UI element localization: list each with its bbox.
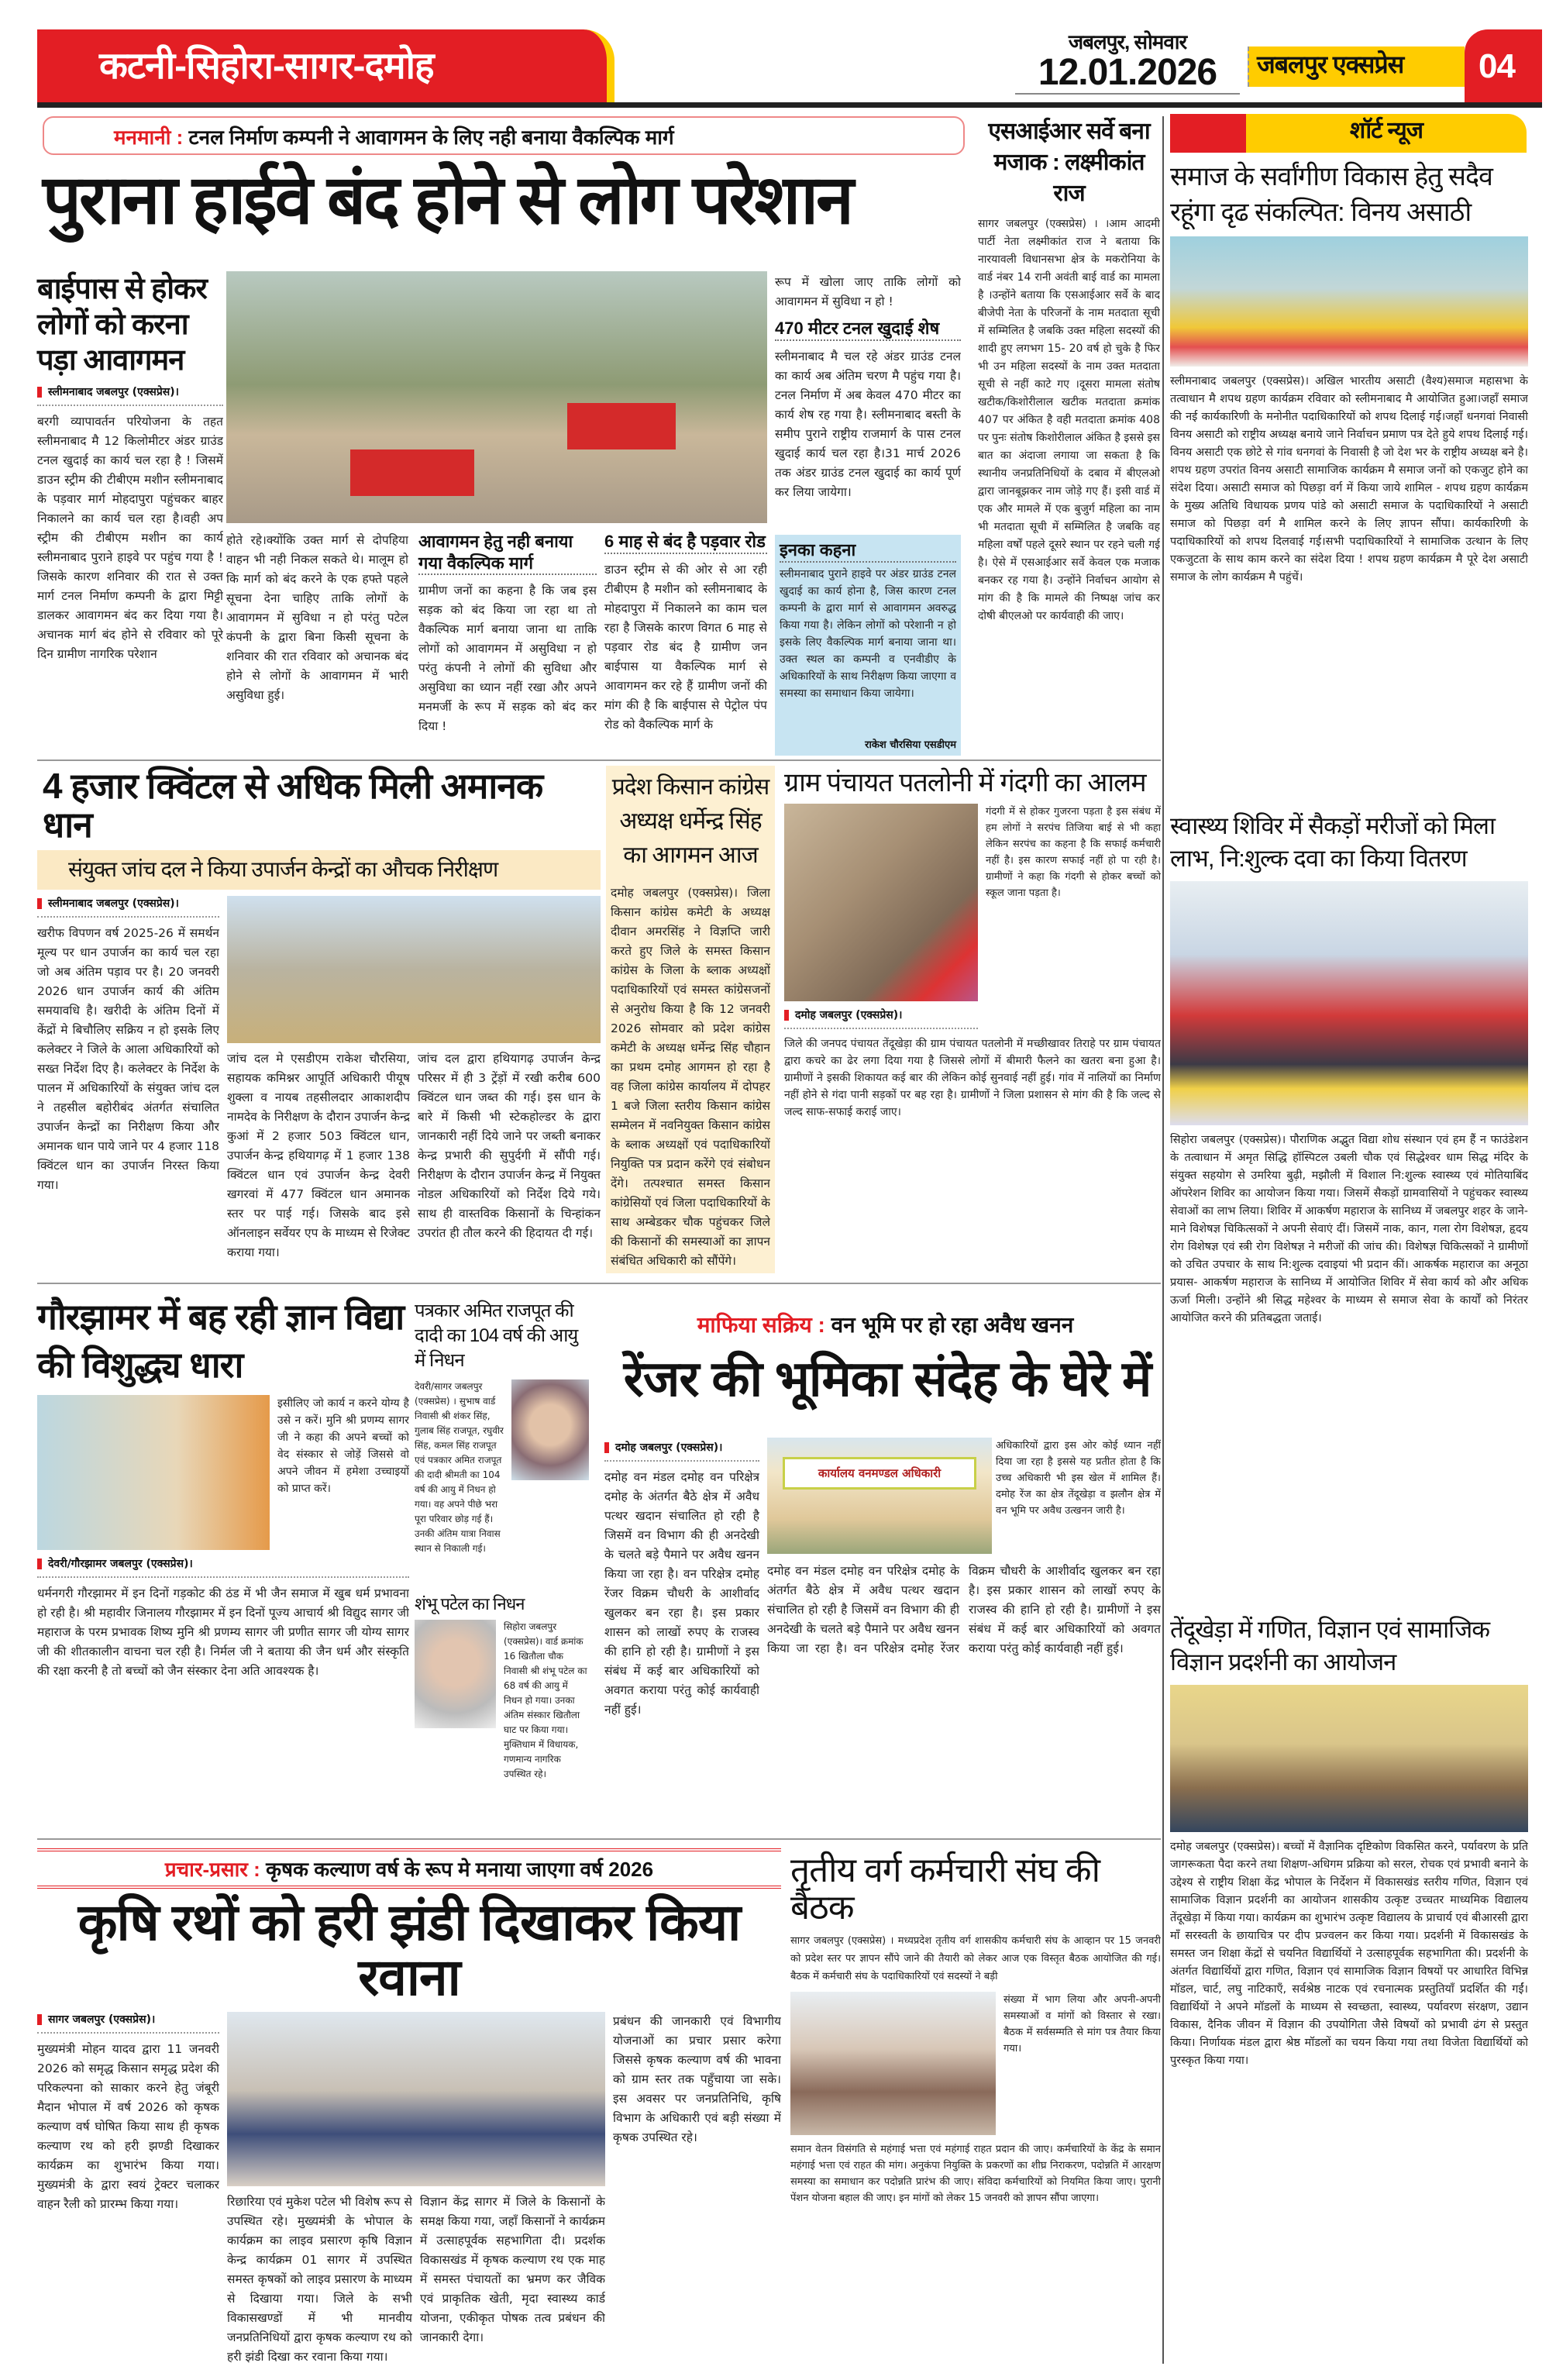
page-number-text: 04: [1479, 47, 1515, 85]
paddy-block: [37, 767, 601, 1273]
ranger-left: [604, 1440, 759, 1831]
gaurjhamar-dateline: देवरी/गौरझामर जबलपुर (एक्सप्रेस)।: [37, 1556, 409, 1578]
obit-body: [415, 1379, 589, 1590]
sir-block: [978, 116, 1160, 759]
divider: [37, 1283, 1161, 1284]
exhibition-headline: तेंदूखेड़ा में गणित, विज्ञान एवं सामाजिक विज्ञान प्रदर्शनी का आयोजन: [1170, 1616, 1490, 1676]
asati-text: स्लीमनाबाद जबलपुर (एक्सप्रेस)। अखिल भारतीय असाटी (वैश्य)समाज महासभा के तत्वाधान मै शपथ ग्रहण कार्यक्रम रविवार को स्लीमनाबाद मै आयोजित हुआ।जहाँ समाज की नई कार्यकारिणी के मनोनीत पदाधिकारियों को शपथ दिलाई गई।जहाँ धनगवां निवासी विनय असाटी को राष्ट्रीय अध्यक्ष बनाये जाने निर्वाचन प्रमाण पत्र देते हुये शपथ दिलाई गई। विनय असाटी एक छोटे से गांव धनगवां के निवासी है जो देश भर के राष्ट्रीय अध्यक्ष बने है। शपथ ग्रहण उपरांत विनय असाटी सामाजिक कार्यक्रम मै समाज जनों को एकजुट होने का संदेश दिया। असाटी समाज को पिछड़ा वर्ग में किया जाये शामिल - शपथ ग्रहण कार्यक्रम के मुख्य अतिथि विधायक प्रणय पांडे को असाटी समाज के पदाधिकारियों ने असाटी समाज को पिछड़ा वर्ग मै शामिल करने के लिए ज्ञापन सौंपा। कार्यकारिणी के पदाधिकारियों को शपथ दिलवाई गई।सभी पदाधिकारियों ने सामाजिक उत्थान के लिए एकजुटता के साथ काम करने का संदेश दिया ! शपथ ग्रहण कार्यक्रम मै पूरे देश असाटी समाज के लोग कार्यक्रम मै पहुंचें।: [1170, 375, 1528, 584]
ranger-photo-office: [767, 1438, 992, 1554]
krishi-photo: [227, 2012, 605, 2186]
obit-photo-shambhu: [415, 1620, 496, 1728]
gaurjhamar-block: [37, 1293, 409, 1831]
exhibition-block: [1170, 1614, 1528, 2371]
masthead-rule: [37, 102, 1542, 108]
patloni-photo: [784, 804, 978, 1001]
lead-sub4: 470 मीटर टनल खुदाई शेष: [775, 318, 961, 341]
health-headline: स्वास्थ्य शिविर में सैकड़ों मरीजों को मिला लाभ, नि:शुल्क दवा का किया वितरण: [1170, 812, 1496, 872]
sangh-photo: [790, 1992, 996, 2135]
ranger-kicker-text: वन भूमि पर हो रहा अवैध खनन: [831, 1313, 1074, 1337]
krishi-col3: विज्ञान केंद्र सागर में जिले के किसानों के समक्ष किया गया, जहाँ किसानों ने कार्यक्रम में उत्साहपूर्वक सहभागिता दी। प्रदर्शक विकासखंड में कृषक कल्याण रथ एक माह में समस्त पंचायतों का भ्रमण कर जैविक एवं प्राकृतिक खेती, मृदा स्वास्थ्य कार्ड योजना, एकीकृत पोषक तत्व प्रबंधन की जानकारी देगा।: [420, 2194, 605, 2344]
quote-box-sign: राकेश चौरसिया एसडीएम: [865, 739, 956, 751]
krishi-mid: [227, 2012, 605, 2371]
paddy-right: [227, 896, 601, 1273]
lead-sub2: आवागमन हेतु नही बनाया गया वैकल्पिक मार्ग: [418, 531, 597, 575]
congress-text: दमोह जबलपुर (एक्सप्रेस)। जिला किसान कांग्रेस कमेटी के अध्यक्ष दीवान अमरसिंह ने विज्ञप्ति जारी करते हुए जिले के समस्त किसान कांग्रेस के जिला के ब्लाक अध्यक्षों पदाधिकारियों एवं समस्त कांग्रेसजनों से अनुरोध किया है कि 12 जनवरी 2026 सोमवार को प्रदेश कांग्रेस कमेटी के अध्यक्ष धर्मेन्द्र सिंह चौहान का प्रथम दमोह आगमन हो रहा है वह जिला कांग्रेस कार्यालय में दोपहर 1 बजे जिला स्तरीय किसान कांग्रेस सम्मेलन में नवनियुक्त किसान कांग्रेस के ब्लाक अध्यक्षों एवं पदाधिकारियों नियुक्ति पत्र प्रदान करेंगे एवं संबोधन देंगे। तत्पश्चात समस्त किसान कांग्रेसियों एवं जिला पदाधिकारियों के साथ अम्बेडकर चौक पहुंचकर जिले की किसानों की समस्याओं का ज्ञापन संबंधित अधिकारी को सौंपेंगे।: [611, 886, 770, 1268]
barricade-icon: [350, 449, 474, 496]
lead-kicker: [43, 116, 965, 155]
ranger-dateline: दमोह जबलपुर (एक्सप्रेस)।: [604, 1440, 759, 1462]
paddy-photo: [227, 896, 601, 1043]
krishi-col2: रिछारिया एवं मुकेश पटेल भी विशेष रूप से उपस्थित रहे। मुख्यमंत्री के भोपाल के कार्यक्रम का लाइव प्रसारण कृषि विज्ञान केन्द्र कार्यक्रम 01 सागर में उपस्थित समस्त कृषकों को लाइव प्रसारण के माध्यम से दिखाया गया। जिले के सभी विकासखण्डों में भी मानवीय जनप्रतिनिधियों द्वारा कृषक कल्याण रथ को हरी झंडी दिखा कर रवाना किया गया।: [227, 2194, 412, 2364]
krishi-cols: [227, 2192, 605, 2371]
ranger-text-2: अधिकारियों द्वारा इस ओर कोई ध्यान नहीं दिया जा रहा है इससे यह प्रतीत होता है कि उच्च अधिकारी भी इस खेल में शामिल हैं। दमोह रेंज का क्षेत्र तेंदूखेड़ा व झलौन क्षेत्र में वन भूमि पर अवैध उत्खनन जारी है।: [996, 1440, 1161, 1517]
obit-headline: पत्रकार अमित राजपूत की दादी का 104 वर्ष की आयु में निधन: [415, 1300, 578, 1371]
sir-text: सागर जबलपुर (एक्सप्रेस) । ।आम आदमी पार्टी नेता लक्ष्मीकांत राज ने बताया कि नारयावली विधानसभा क्षेत्र के मकरोनिया के वार्ड नंबर 14 रानी अवंती बाई वार्ड का मामला है ।उन्होंने बताया कि एसआईआर सर्वे के बाद बीजेपी नेता के परिजनों के नाम मतदाता सूची में सम्मिलित है जबकि उक्त महिला सदस्यों की शादी हुए लगभग 15- 20 वर्ष हो चुके है फिर भी उन महिला सदस्यों के नाम उक्त मतदाता सूची से नहीं काटे गए ।दूसरा मामला संतोष खटीक/किशोरीलाल खटीक मतदाता क्रमांक 407 पर अंकित है वही मतदाता क्रमांक 408 पर पुनः संतोष किशोरीलाल अंकित है इससे इस बात का अंदाजा लगाया जा सकता है कि स्थानीय जनप्रतिनिधियों के दबाव में बीएलओ द्वारा जानबूझकर नाम जोड़े गए हैं। इसी वार्ड में एक और मामले में एक बुजुर्ग महिला का नाम भी मतदाता सूची में सम्मिलित है जबकि वह महिला वर्षों पहले दूसरे स्थान पर रहने चली गई है। ऐसे में एसआईआर सर्वे केवल एक मजाक बनकर रह गया है। उन्होंने निर्वाचन आयोग से मांग की है कि मामले की निष्पक्ष जांच कर दोषी बीएलओ पर कार्यवाही की जाए।: [978, 218, 1160, 622]
health-block: [1170, 810, 1528, 1604]
lead-col1: बरगी व्यापावर्तन परियोजना के तहत स्लीमनाबाद मै 12 किलोमीटर अंडर ग्राउंड टनल खुदाई का कार्य चल रहा है ! जिसमें डाउन स्ट्रीम की टीबीएम मशीन स्लीमनाबाद के पड़वार मार्ग मोहदापुरा पहुंचकर बाहर निकालने का कार्य चल रहा है।वही अप स्ट्रीम की टीबीएम मशीन का कार्य स्लीमनाबाद पुराने हाइवे पर पहुंच गया है ! जिसके कारण शनिवार की रात से उक्त मार्ग टनल निर्माण कम्पनी के द्वारा मिट्टी डालकर आवागमन बंद कर दिया गया है। अचानक मार्ग बंद होने से रविवार को पूरे दिन ग्रामीण नागरिक परेशान: [37, 415, 223, 661]
exhibition-photo: [1170, 1685, 1528, 1832]
krishi-kicker: [37, 1848, 781, 1889]
obit-block: [415, 1299, 589, 1590]
ranger-office-sign: कार्यालय वनमण्डल अधिकारी: [783, 1457, 976, 1490]
asati-photo: [1170, 236, 1528, 367]
lead-sub3: 6 माह से बंद है पड़वार रोड: [604, 531, 767, 554]
short-news-title: शॉर्ट न्यूज: [1349, 118, 1423, 143]
quote-box: [775, 535, 961, 756]
patloni-dateline: दमोह जबलपुर (एक्सप्रेस)।: [784, 1007, 978, 1029]
lead-tag: मनमानी :: [114, 126, 184, 149]
city-day: जबलपुर, सोमवार: [1068, 30, 1187, 53]
paddy-body: [37, 896, 601, 1273]
sangh-block: [790, 1852, 1161, 2371]
sangh-text: समान वेतन विसंगति से महंगाई भत्ता एवं महंगाई राहत प्रदान की जाए। कर्मचारियों के केंद्र के समान महंगाई भत्ता एवं राहत की मांग। अनुकंपा नियुक्ति के प्रकरणों का शीघ्र निराकरण, पदोन्नति में आरक्षण समस्या का समाधान कर पदोन्नति प्रारंभ की जाए। संविदा कर्मचारियों को नियमित किया जाए। पुरानी पेंशन योजना बहाल की जाए। इन मांगों को लेकर 15 जनवरी को ज्ञापन सौंपा जाएगा।: [790, 2144, 1161, 2205]
krishi-headline: कृषि रथों को हरी झंडी दिखाकर किया रवाना: [77, 1893, 741, 2006]
column-divider: [1162, 116, 1164, 2364]
ranger-text-cont: दमोह वन मंडल दमोह वन परिक्षेत्र दमोह के अंतर्गत बैठे क्षेत्र में अवैध पत्थर खदान संचालित हो रही है जिसमें वन विभाग की ही अनदेखी के चलते बड़े पैमाने पर अवैध खनन किया जा रहा है। वन परिक्षेत्र दमोह रेंजर विक्रम चौधरी के आशीर्वाद खुलकर बन रहा है। इस प्रकार शासन को लाखों रुपए के राजस्व की हानि हो रही है। ग्रामीणों ने इस संबंध में कई बार अधिकारियों को अवगत कराया परंतु कोई कार्यवाही नहीं हुई।: [767, 1564, 1161, 1655]
ranger-text: दमोह वन मंडल दमोह वन परिक्षेत्र दमोह के अंतर्गत बैठे क्षेत्र में अवैध पत्थर खदान संचालित हो रही है जिसमें वन विभाग की ही अनदेखी के चलते बड़े पैमाने पर अवैध खनन किया जा रहा है। वन परिक्षेत्र दमोह रेंजर विक्रम चौधरी के आशीर्वाद खुलकर बन रहा है। इस प्रकार शासन को लाखों रुपए के राजस्व की हानि हो रही है। ग्रामीणों ने इस संबंध में कई बार अधिकारियों को अवगत कराया परंतु कोई कार्यवाही नहीं हुई।: [604, 1470, 759, 1717]
lead-kicker-text: टनल निर्माण कम्पनी ने आवागमन के लिए नही बनाया वैकल्पिक मार्ग: [188, 126, 674, 149]
barricade-icon: [567, 403, 676, 449]
paddy-subhead: संयुक्त जांच दल ने किया उपार्जन केन्द्रों का औचक निरीक्षण: [37, 850, 601, 889]
paper-name: [1248, 46, 1465, 87]
divider: [37, 759, 1161, 761]
sir-headline: एसआईआर सर्वे बना मजाक : लक्ष्मीकांत राज: [988, 119, 1150, 206]
sangh-intro: सागर जबलपुर (एक्सप्रेस) । मध्यप्रदेश तृतीय वर्ग शासकीय कर्मचारी संघ के आव्हान पर 15 जनवरी को प्रदेश स्तर पर ज्ञापन सौंपे जाने की तैयारी को लेकर आज एक विस्तृत बैठक आयोजित की गई। बैठक में कर्मचारी संघ के पदाधिकारियों एवं सदस्यों ने बड़ी: [790, 1935, 1161, 1983]
section-title: कटनी-सिहोरा-सागर-दमोह: [99, 46, 434, 87]
lead-col4-block: [604, 531, 767, 756]
patloni-headline: ग्राम पंचायत पतलोनी में गंदगी का आलम: [784, 768, 1146, 797]
lead-dateline: स्लीमनाबाद जबलपुर (एक्सप्रेस)।: [37, 384, 223, 406]
paper-name-text: जबलपुर एक्सप्रेस: [1257, 50, 1404, 78]
lead-col4: डाउन स्ट्रीम से की ओर से आ रही टीबीएम है मशीन को स्लीमनाबाद के मोहदापुरा में निकालने का काम चल रहा है जिसके कारण विगत 6 माह से पड़वार रोड बंद है ग्रामीण जन बाईपास या वैकल्पिक मार्ग से आवागमन कर रहे हैं ग्रामीण जनों की मांग की है कि बाईपास से पेट्रोल पंप रोड को वैकल्पिक मार्ग के: [604, 562, 767, 732]
patloni-side: गंदगी में से होकर गुजरना पड़ता है इस संबंध में हम लोगों ने सरपंच तिजिया बाई से भी कहा लेकिन सरपंच का कहना है कि सफाई कर्मचारी नहीं है। इस कारण सफाई नहीं हो पा रही है। ग्रामीणों ने कहा कि गंदगी से होकर बच्चों को स्कूल जाना पड़ता है।: [986, 805, 1161, 899]
gaurjhamar-side: इसीलिए जो कार्य न करने योग्य है उसे न करें। मुनि श्री प्रणम्य सागर जी ने कहा की अपने बच्चों को वेद संस्कार से जोड़ें जिससे वो अपने जीवन में हमेशा उच्चाइयों को प्राप्त करें।: [277, 1397, 409, 1495]
gaurjhamar-text: धर्मनगरी गौरझामर में इन दिनों गड़कोट की ठंड में भी जैन समाज में खुब धर्म प्रभावना हो रही है। श्री महावीर जिनालय गौरझामर में इन दिनों पूज्य आचार्य श्री विद्युद सागर जी महाराज के परम प्रभावक शिष्य मुनि श्री प्रणम्य सागर जी प्रणीत सागर जी योग्य सागर जी की शीतकालीन वाचना चल रही है। निर्मल जी ने बताया की जैन धर्म और संस्कृति की रक्षा करनी है तो बच्चों को जैन संस्कार देना अति आवश्यक है।: [37, 1586, 409, 1678]
quote-box-text: स्लीमनाबाद पुराने हाइवे पर अंडर ग्राउंड टनल खुदाई का कार्य होना है, जिस कारण टनल कम्पनी के द्वारा मार्ग से आवागमन अवरुद्ध किया गया है। लेकिन लोगों को परेशानी न हो इसके लिए वैकल्पिक मार्ग बनाया जाना था। उक्त स्थल का कम्पनी व एनवीडीए के अधिकारियों के साथ निरीक्षण किया जाएगा व समस्या का समाधान किया जायेगा।: [780, 567, 956, 700]
krishi-left: [37, 2012, 219, 2371]
exhibition-text: दमोह जबलपुर (एक्सप्रेस)। बच्चों में वैज्ञानिक दृष्टिकोण विकसित करने, पर्यावरण के प्रति जागरूकता पैदा करने तथा शिक्षण-अधिगम प्रक्रिया को सरल, रोचक एवं प्रभावी बनाने के उद्देश्य से राष्ट्रीय शिक्षा केंद्र भोपाल के निर्देशन में विकासखंड स्तरीय गणित, विज्ञान एवं सामाजिक विज्ञान प्रदर्शनी का आयोजन शासकीय उत्कृष्ट उच्चतर माध्यमिक विद्यालय तेंदूखेड़ा में किया गया। कार्यक्रम का शुभारंभ उत्कृष्ट विद्यालय के प्राचार्य एवं बीआरसी द्वारा माँ सरस्वती के छायाचित्र पर दीप प्रज्वलन कर किया गया। प्रदर्शनी में विकासखंड के समस्त जन शिक्षा केंद्रों से चयनित विद्यार्थियों ने उत्साहपूर्वक सहभागिता की। प्रदर्शनी के अंतर्गत विद्यार्थियों द्वारा गणित, विज्ञान एवं सामाजिक विज्ञान विषयों पर आधारित विभिन्न मॉडल, चार्ट, लघु नाटिकाएँ, सर्वश्रेष्ठ नाटक एवं रचनात्मक प्रस्तुतियाँ प्रदर्शित की गईं। विद्यार्थियों ने अपने मॉडलों के माध्यम से स्वच्छता, स्वास्थ्य, पर्यावरण संरक्षण, उद्यान विकास, दैनिक जीवन में विज्ञान की उपयोगिता जैसे विषयों को प्रभावी ढंग से प्रस्तुत किया। निर्णायक मंडल द्वारा श्रेष्ठ मॉडलों का चयन किया गया तथा विजेता विद्यार्थियों को पुरस्कृत किया गया।: [1170, 1841, 1528, 2067]
gaurjhamar-headline: गौरझामर में बह रही ज्ञान विद्या की विशुद्ध्य धारा: [37, 1297, 404, 1385]
paddy-headline: 4 हजार क्विंटल से अधिक मिली अमानक धान: [43, 766, 543, 845]
short-news-banner: [1170, 114, 1527, 153]
lead-col5: स्लीमनाबाद मै चल रहे अंडर ग्राउंड टनल का कार्य अब अंतिम चरण मै पहुंच गया है।टनल निर्माण में अब केवल 470 मीटर का कार्य शेष रह गया है। स्लीमनाबाद बस्ती के समीप पुराने राष्ट्रीय राजमार्ग के पास टनल खुदाई कार्य चल रहा है।31 मार्च 2026 तक अंडर ग्राउंड टनल खुदाई का कार्य पूर्ण कर लिया जायेगा।: [775, 349, 961, 499]
section-banner: [37, 29, 614, 105]
obit-block-2: [415, 1595, 589, 1831]
gaurjhamar-photo: [37, 1395, 270, 1550]
health-text: सिहोरा जबलपुर (एक्सप्रेस)। पौराणिक अद्भुत विद्या शोध संस्थान एवं हम हैं न फाउंडेशन के तत्वाधान में अमृत सिद्धि हॉस्पिटल उबली चौक एवं सिद्धेश्वर धाम सिद्ध मंदिर के संयुक्त सहयोग से उमरिया बुढ़ी, मझौली में विशाल नि:शुल्क स्वास्थ्य एवं मोतियाबिंद ऑपरेशन शिविर का आयोजन किया गया। जिसमें सैकड़ों ग्रामवासियों ने पहुंचकर स्वास्थ्य सेवाओं का लाभ लिया। शिविर में आकर्षण महाराज के सानिध्य में जबलपुर शहर के जाने-माने विशेषज्ञ चिकित्सकों ने अपनी सेवाएं दीं। जिसमें नाक, कान, गला रोग विशेषज्ञ, हृदय रोग विशेषज्ञ एवं स्त्री रोग विशेषज्ञ ने मरीजों की जांच की। विशेषज्ञ चिकित्सकों ने ग्रामीणों को उचित उपचार के साथ नि:शुल्क दवाइयां भी प्रदान कीं। आकर्षक महाराज का अनूठा प्रयास- आकर्षण महाराज के सानिध्य में आयोजित शिविर में सेवा कार्य को और अधिक ऊर्जा मिली। उन्होंने श्री सिद्ध महेश्वर के माध्यम से समाज सेवा के कार्यों को निरंतर आयोजित करने की प्रतिबद्धता जताई।: [1170, 1134, 1528, 1324]
lead-left-column: [37, 271, 223, 756]
asati-block: [1170, 159, 1528, 802]
lead-col3-block: [418, 531, 597, 756]
obit-headline-2: शंभू पटेल का निधन: [415, 1594, 525, 1614]
krishi-col1: मुख्यमंत्री मोहन यादव द्वारा 11 जनवरी 2026 को समृद्ध किसान समृद्ध प्रदेश की परिकल्पना को साकार करने हेतु जंबूरी मैदान भोपाल में वर्ष 2026 को कृषक कल्याण वर्ष घोषित किया साथ ही कृषक कल्याण रथ को हरी झण्डी दिखाकर कार्यक्रम का शुभारंभ किया गया। मुख्यमंत्री के द्वारा स्वयं ट्रेक्टर चलाकर वाहन रैली को प्रारम्भ किया गया।: [37, 2041, 219, 2211]
obit-text: देवरी/सागर जबलपुर (एक्सप्रेस) । सुभाष वार्ड निवासी श्री शंकर सिंह, गुलाब सिंह राजपूत, रघुवीर सिंह, कमल सिंह राजपूत एवं पत्रकार अमित राजपूत की दादी श्रीमती का 104 वर्ष की आयु में निधन हो गया। वह अपने पीछे भरा पूरा परिवार छोड़ गई हैं। उनकी अंतिम यात्रा निवास स्थान से निकाली गई।: [415, 1381, 504, 1554]
patloni-block: [784, 769, 1161, 1273]
krishi-body: [37, 2012, 781, 2371]
paddy-col1: खरीफ विपणन वर्ष 2025-26 में समर्थन मूल्य पर धान उपार्जन का कार्य चल रहा जो अब अंतिम पड़ाव पर है। 20 जनवरी 2026 धान उपार्जन कार्य की अंतिम समयावधि है। खरीदी के अंतिम दिनों में केंद्रों मे बिचौलिए सक्रिय न हो इसके लिए कलेक्टर ने जिले के आला अधिकारियों को सख्त निर्देश दिए है। कलेक्टर के निर्देश के पालन में अधिकारियों के संयुक्त जांच दल ने तहसील बहोरीबंद अंतर्गत संचालित उपार्जन केन्द्रों का निरीक्षण किया और अमानक धान पाये जाने पर 4 हजार 118 क्विंटल धान का उपार्जन निरस्त किया गया।: [37, 925, 219, 1192]
lead-col2: होते रहे।क्योंकि उक्त मार्ग से दोपहिया वाहन भी नही निकल सकते थे। मालूम हो कि मार्ग को बंद करने के एक हफ्ते पहले सूचना देना चाहिए ताकि लोगों के आवागमन में सुविधा न हो परंतु पटेल कंपनी के द्वारा बिना किसी सूचना के शनिवार की रात रविवार को अचानक बंद होने से लोगों के आवागमन में भारी असुविधा हुई।: [226, 533, 408, 702]
congress-box: [606, 766, 775, 1273]
page-number: [1465, 29, 1542, 105]
lead-headline: पुराना हाईवे बंद होने से लोग परेशान: [43, 161, 852, 238]
sangh-headline: तृतीय वर्ग कर्मचारी संघ की बैठक: [790, 1851, 1100, 1927]
paddy-cols: [227, 1049, 601, 1273]
quote-box-title: इनका कहना: [780, 539, 956, 563]
lead-col5-intro: रूप में खोला जाए ताकि लोगों को आवागमन में सुविधा न हो !: [775, 275, 961, 308]
krishi-dateline: सागर जबलपुर (एक्सप्रेस)।: [37, 2012, 219, 2034]
krishi-tag: प्रचार-प्रसार :: [164, 1858, 260, 1881]
congress-headline: प्रदेश किसान कांग्रेस अध्यक्ष धर्मेन्द्र सिंह का आगमन आज: [611, 774, 769, 868]
paddy-left: [37, 896, 219, 1273]
obit-body-2: [415, 1620, 589, 1831]
masthead-date-block: [1015, 31, 1240, 95]
paddy-dateline: स्लीमनाबाद जबलपुर (एक्सप्रेस)।: [37, 896, 219, 918]
gaurjhamar-photo-row: [37, 1395, 409, 1550]
divider: [37, 1838, 1161, 1840]
asati-headline: समाज के सर्वांगीण विकास हेतु सदैव रहूंगा दृढ संकल्पित: विनय असाठी: [1170, 162, 1492, 227]
ranger-kicker: [612, 1310, 1158, 1341]
lead-col5-block: [775, 273, 961, 529]
krishi-kicker-text: कृषक कल्याण वर्ष के रूप मे मनाया जाएगा वर्ष 2026: [266, 1858, 654, 1881]
ranger-tag: माफिया सक्रिय :: [697, 1313, 825, 1337]
sangh-photo-row: [790, 1992, 1161, 2135]
lead-photo-tunnel-road: [226, 271, 767, 523]
sangh-side: संख्या में भाग लिया और अपनी-अपनी समस्याओं व मांगों को विस्तार से रखा। बैठक में सर्वसम्मति से मांग पत्र तैयार किया गया।: [1003, 1994, 1161, 2055]
krishi-col4: प्रबंधन की जानकारी एवं विभागीय योजनाओं का प्रचार प्रसार करेगा जिससे कृषक कल्याण वर्ष की भावना को ग्राम स्तर तक पहुँचाया जा सके। इस अवसर पर जनप्रतिनिधि, कृषि विभाग के अधिकारी एवं बड़ी संख्या में कृषक उपस्थित रहे।: [613, 2013, 781, 2144]
patloni-photo-row: [784, 804, 1161, 1001]
krishi-block: [37, 1848, 781, 2371]
health-photo: [1170, 881, 1528, 1125]
ranger-headline: रेंजर की भूमिका संदेह के घेरे में: [623, 1351, 1152, 1407]
patloni-text: जिले की जनपद पंचायत तेंदूखेड़ा की ग्राम पंचायत पतलोनी में मच्छीखावर तिराहे पर ग्राम पंचायत द्वारा कचरे का ढेर लगा दिया गया है जिससे लोगों में बीमारी फैलने का खतरा बना हुआ है। ग्रामीणों ने इसकी शिकायत कई बार की लेकिन कोई सुनवाई नहीं हुई। गांव में नालियों का निर्माण नहीं होने से गंदा पानी सड़कों पर बह रहा है। ग्रामीणों ने जिला प्रशासन से मांग की है कि जल्द से जल्द साफ-सफाई कराई जाए।: [784, 1037, 1161, 1118]
paddy-col2: जांच दल मे एसडीएम राकेश चौरसिया, सहायक कमिश्नर आपूर्ति अधिकारी पीयूष शुक्ला व नायब तहसीलदार आकाशदीप नामदेव के निरीक्षण के दौरान उपार्जन केन्द्र कुआं में 2 हजार 503 क्विंटल धान, उपार्जन केन्द्र हथियागढ़ में 1 हजार 138 क्विंटल धान एवं उपार्जन केन्द्र देवरी खगरवां में 477 क्विंटल धान अमानक स्तर पर पाई गई। जिसके बाद इसे ऑनलाइन सर्वेयर एप के माध्यम से रिजेक्ट कराया गया।: [227, 1051, 410, 1259]
lead-subhead: बाईपास से होकर लोगों को करना पड़ा आवागमन: [37, 273, 207, 377]
obit-photo-grandmother: [511, 1379, 589, 1480]
issue-date: 12.01.2026: [1015, 53, 1240, 95]
lead-col3: ग्रामीण जनों का कहना है कि जब इस सड़क को बंद किया जा रहा था तो वैकल्पिक मार्ग बनाया जाना था ताकि लोगों को आवागमन में असुविधा न हो परंतु कंपनी ने लोगों की सुविधा और असुविधा का ध्यान नहीं रखा और अपने मनमर्जी के रूप में सड़क को बंद कर दिया !: [418, 584, 597, 733]
paddy-col3: जांच दल द्वारा हथियागढ़ उपार्जन केन्द्र परिसर में ही 3 ट्रेंड़ों में रखी करीब 600 क्विंटल धान जब्त की गई। इस धान के बारे में किसी भी स्टेकहोल्डर के द्वारा जानकारी नहीं दिये जाने पर जब्ती बनाकर केन्द्र प्रभारी की सुपुर्दगी में सौंपी गई। निरीक्षण के दौरान उपार्जन केन्द्र में नियुक्त नोडल अधिकारियों को निर्देश दिये गये। साथ ही वास्तविक किसानों के चिन्हांकन उपरांत ही तौल करने की हिदायत दी गई।: [418, 1051, 601, 1240]
obit-text-2: सिहोरा जबलपुर (एक्सप्रेस)। वार्ड क्रमांक 16 खितौला चौक निवासी श्री शंभू पटेल का 68 वर्ष की आयु में निधन हो गया। उनका अंतिम संस्कार खितौला घाट पर किया गया। मुक्तिधाम में विधायक, गणमान्य नागरिक उपस्थित रहे।: [504, 1621, 587, 1779]
